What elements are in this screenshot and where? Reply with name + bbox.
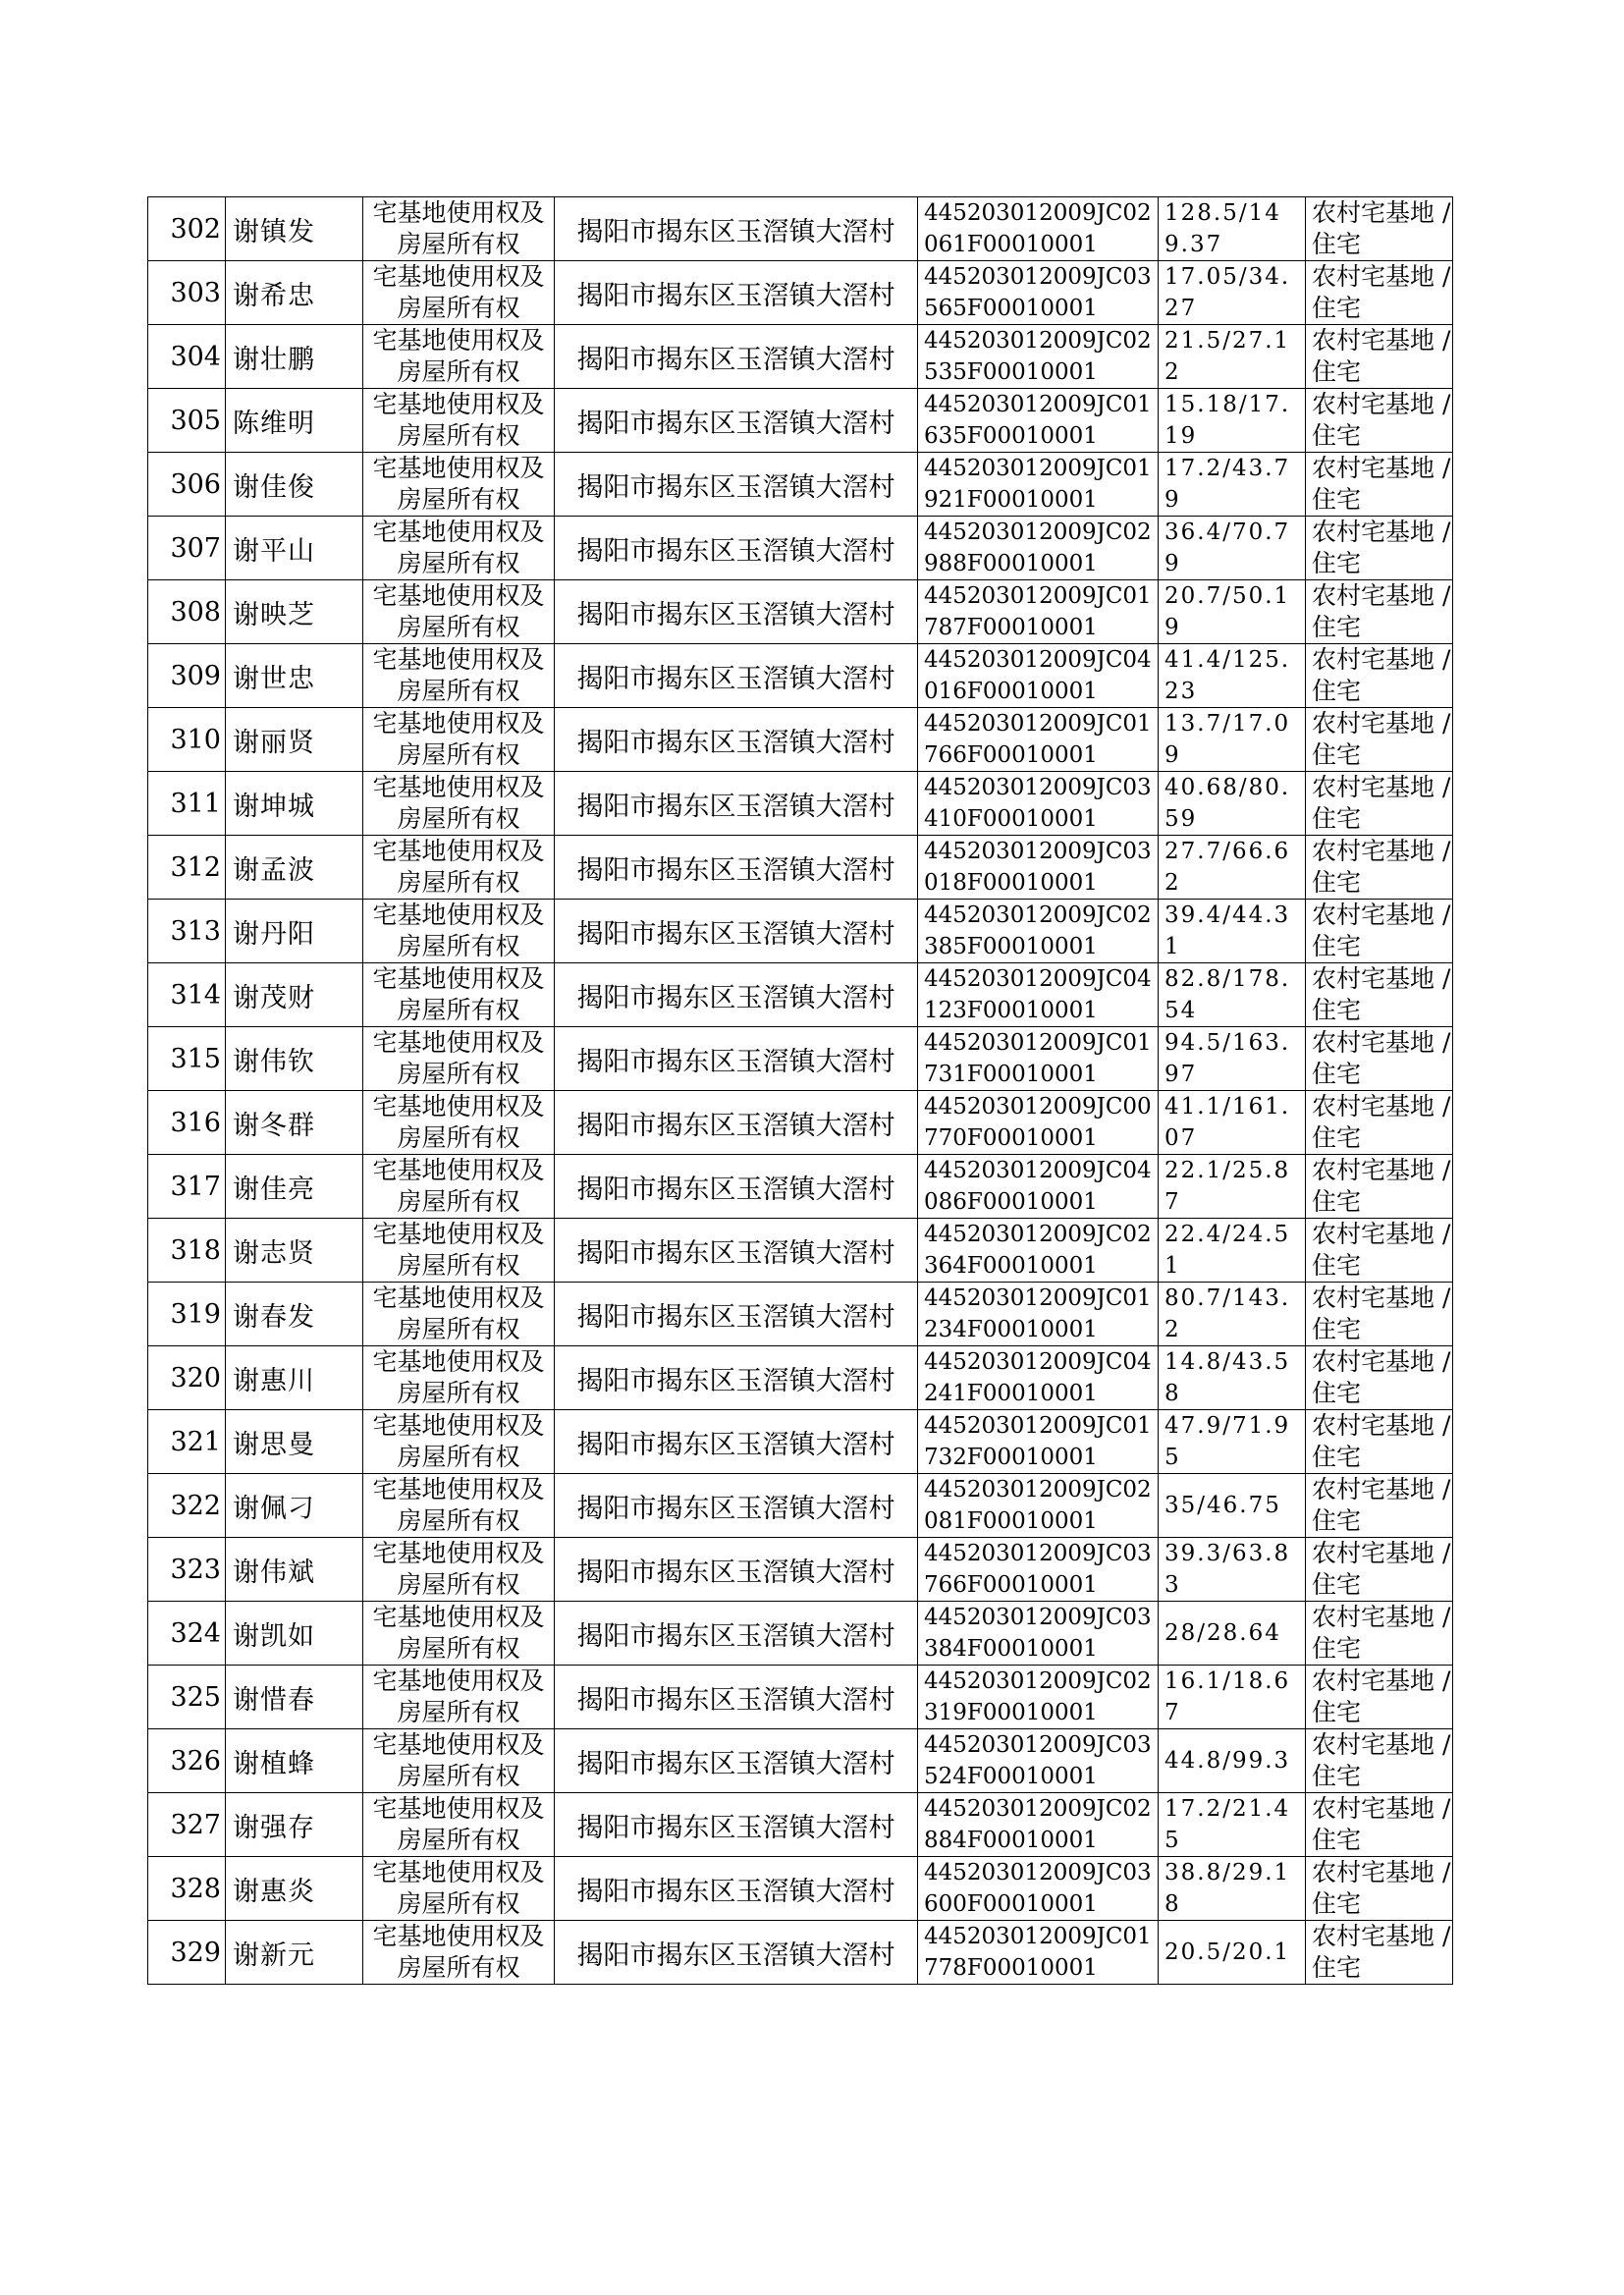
owner-name-cell: 谢丽贤	[226, 708, 363, 772]
row-number-cell: 303	[148, 261, 226, 325]
owner-name-cell: 谢壮鹏	[226, 325, 363, 389]
table-row	[148, 1666, 1453, 1729]
row-number-cell: 320	[148, 1346, 226, 1410]
area-cell: 16.1/18.67	[1159, 1666, 1306, 1729]
owner-name-cell: 谢佳亮	[226, 1155, 363, 1219]
land-use-cell: 农村宅基地 / 住宅	[1306, 772, 1453, 836]
table-row	[148, 1410, 1453, 1474]
owner-name-cell: 谢伟斌	[226, 1538, 363, 1602]
owner-name-cell: 谢镇发	[226, 197, 363, 261]
land-use-cell: 农村宅基地 / 住宅	[1306, 580, 1453, 644]
parcel-code-cell: 445203012009JC03524F00010001	[918, 1729, 1159, 1793]
table-row	[148, 963, 1453, 1027]
parcel-code-cell: 445203012009JC03018F00010001	[918, 836, 1159, 900]
land-use-cell: 农村宅基地 / 住宅	[1306, 1729, 1453, 1793]
table-row	[148, 1219, 1453, 1283]
parcel-code-cell: 445203012009JC02535F00010001	[918, 325, 1159, 389]
row-number-cell: 306	[148, 453, 226, 517]
owner-name-cell: 谢植蜂	[226, 1729, 363, 1793]
owner-name-cell: 谢佳俊	[226, 453, 363, 517]
land-use-cell: 农村宅基地 / 住宅	[1306, 453, 1453, 517]
location-cell: 揭阳市揭东区玉滘镇大滘村	[555, 1410, 918, 1474]
parcel-code-cell: 445203012009JC01766F00010001	[918, 708, 1159, 772]
parcel-code-cell: 445203012009JC04086F00010001	[918, 1155, 1159, 1219]
land-use-cell: 农村宅基地 / 住宅	[1306, 1793, 1453, 1857]
location-cell: 揭阳市揭东区玉滘镇大滘村	[555, 1729, 918, 1793]
table-row	[148, 1027, 1453, 1091]
area-cell: 94.5/163.97	[1159, 1027, 1306, 1091]
table-row	[148, 1921, 1453, 1985]
location-cell: 揭阳市揭东区玉滘镇大滘村	[555, 900, 918, 963]
table-row	[148, 1857, 1453, 1921]
land-use-cell: 农村宅基地 / 住宅	[1306, 708, 1453, 772]
right-type-cell: 宅基地使用权及房屋所有权	[363, 644, 555, 708]
area-cell: 47.9/71.95	[1159, 1410, 1306, 1474]
location-cell: 揭阳市揭东区玉滘镇大滘村	[555, 1921, 918, 1985]
owner-name-cell: 谢强存	[226, 1793, 363, 1857]
land-use-cell: 农村宅基地 / 住宅	[1306, 1091, 1453, 1155]
area-cell: 40.68/80.59	[1159, 772, 1306, 836]
location-cell: 揭阳市揭东区玉滘镇大滘村	[555, 453, 918, 517]
row-number-cell: 326	[148, 1729, 226, 1793]
land-use-cell: 农村宅基地 / 住宅	[1306, 261, 1453, 325]
row-number-cell: 322	[148, 1474, 226, 1538]
table-row	[148, 836, 1453, 900]
land-use-cell: 农村宅基地 / 住宅	[1306, 1666, 1453, 1729]
land-use-cell: 农村宅基地 / 住宅	[1306, 644, 1453, 708]
row-number-cell: 328	[148, 1857, 226, 1921]
area-cell: 28/28.64	[1159, 1602, 1306, 1666]
parcel-code-cell: 445203012009JC04123F00010001	[918, 963, 1159, 1027]
right-type-cell: 宅基地使用权及房屋所有权	[363, 708, 555, 772]
table-row	[148, 325, 1453, 389]
area-cell: 39.3/63.83	[1159, 1538, 1306, 1602]
land-use-cell: 农村宅基地 / 住宅	[1306, 517, 1453, 580]
row-number-cell: 318	[148, 1219, 226, 1283]
row-number-cell: 310	[148, 708, 226, 772]
parcel-code-cell: 445203012009JC01234F00010001	[918, 1283, 1159, 1346]
location-cell: 揭阳市揭东区玉滘镇大滘村	[555, 197, 918, 261]
land-use-cell: 农村宅基地 / 住宅	[1306, 1857, 1453, 1921]
owner-name-cell: 谢志贤	[226, 1219, 363, 1283]
parcel-code-cell: 445203012009JC01635F00010001	[918, 389, 1159, 453]
table-row	[148, 517, 1453, 580]
row-number-cell: 321	[148, 1410, 226, 1474]
row-number-cell: 309	[148, 644, 226, 708]
location-cell: 揭阳市揭东区玉滘镇大滘村	[555, 772, 918, 836]
area-cell: 82.8/178.54	[1159, 963, 1306, 1027]
location-cell: 揭阳市揭东区玉滘镇大滘村	[555, 1857, 918, 1921]
table-row	[148, 261, 1453, 325]
table-row	[148, 1729, 1453, 1793]
right-type-cell: 宅基地使用权及房屋所有权	[363, 453, 555, 517]
right-type-cell: 宅基地使用权及房屋所有权	[363, 1793, 555, 1857]
table-row	[148, 1474, 1453, 1538]
owner-name-cell: 谢惠川	[226, 1346, 363, 1410]
parcel-code-cell: 445203012009JC00770F00010001	[918, 1091, 1159, 1155]
row-number-cell: 304	[148, 325, 226, 389]
land-use-cell: 农村宅基地 / 住宅	[1306, 1346, 1453, 1410]
parcel-code-cell: 445203012009JC02061F00010001	[918, 197, 1159, 261]
row-number-cell: 302	[148, 197, 226, 261]
table-row	[148, 580, 1453, 644]
area-cell: 21.5/27.12	[1159, 325, 1306, 389]
location-cell: 揭阳市揭东区玉滘镇大滘村	[555, 325, 918, 389]
parcel-code-cell: 445203012009JC02988F00010001	[918, 517, 1159, 580]
parcel-code-cell: 445203012009JC04241F00010001	[918, 1346, 1159, 1410]
owner-name-cell: 谢惜春	[226, 1666, 363, 1729]
parcel-code-cell: 445203012009JC01921F00010001	[918, 453, 1159, 517]
parcel-code-cell: 445203012009JC02364F00010001	[918, 1219, 1159, 1283]
row-number-cell: 327	[148, 1793, 226, 1857]
owner-name-cell: 谢丹阳	[226, 900, 363, 963]
owner-name-cell: 谢冬群	[226, 1091, 363, 1155]
right-type-cell: 宅基地使用权及房屋所有权	[363, 963, 555, 1027]
land-use-cell: 农村宅基地 / 住宅	[1306, 197, 1453, 261]
row-number-cell: 313	[148, 900, 226, 963]
row-number-cell: 308	[148, 580, 226, 644]
owner-name-cell: 谢平山	[226, 517, 363, 580]
table-row	[148, 389, 1453, 453]
area-cell: 38.8/29.18	[1159, 1857, 1306, 1921]
row-number-cell: 307	[148, 517, 226, 580]
parcel-code-cell: 445203012009JC02385F00010001	[918, 900, 1159, 963]
area-cell: 27.7/66.62	[1159, 836, 1306, 900]
parcel-code-cell: 445203012009JC02319F00010001	[918, 1666, 1159, 1729]
owner-name-cell: 谢凯如	[226, 1602, 363, 1666]
land-use-cell: 农村宅基地 / 住宅	[1306, 1219, 1453, 1283]
row-number-cell: 325	[148, 1666, 226, 1729]
parcel-code-cell: 445203012009JC03565F00010001	[918, 261, 1159, 325]
area-cell: 35/46.75	[1159, 1474, 1306, 1538]
parcel-code-cell: 445203012009JC03410F00010001	[918, 772, 1159, 836]
location-cell: 揭阳市揭东区玉滘镇大滘村	[555, 644, 918, 708]
right-type-cell: 宅基地使用权及房屋所有权	[363, 836, 555, 900]
row-number-cell: 316	[148, 1091, 226, 1155]
right-type-cell: 宅基地使用权及房屋所有权	[363, 772, 555, 836]
location-cell: 揭阳市揭东区玉滘镇大滘村	[555, 963, 918, 1027]
owner-name-cell: 谢世忠	[226, 644, 363, 708]
location-cell: 揭阳市揭东区玉滘镇大滘村	[555, 517, 918, 580]
right-type-cell: 宅基地使用权及房屋所有权	[363, 1027, 555, 1091]
right-type-cell: 宅基地使用权及房屋所有权	[363, 389, 555, 453]
location-cell: 揭阳市揭东区玉滘镇大滘村	[555, 1219, 918, 1283]
table-row	[148, 197, 1453, 261]
land-use-cell: 农村宅基地 / 住宅	[1306, 1410, 1453, 1474]
row-number-cell: 323	[148, 1538, 226, 1602]
owner-name-cell: 谢新元	[226, 1921, 363, 1985]
area-cell: 20.5/20.1	[1159, 1921, 1306, 1985]
parcel-code-cell: 445203012009JC02081F00010001	[918, 1474, 1159, 1538]
area-cell: 128.5/149.37	[1159, 197, 1306, 261]
land-use-cell: 农村宅基地 / 住宅	[1306, 1538, 1453, 1602]
right-type-cell: 宅基地使用权及房屋所有权	[363, 1729, 555, 1793]
right-type-cell: 宅基地使用权及房屋所有权	[363, 261, 555, 325]
right-type-cell: 宅基地使用权及房屋所有权	[363, 1155, 555, 1219]
land-use-cell: 农村宅基地 / 住宅	[1306, 900, 1453, 963]
table-row	[148, 772, 1453, 836]
right-type-cell: 宅基地使用权及房屋所有权	[363, 325, 555, 389]
parcel-code-cell: 445203012009JC01731F00010001	[918, 1027, 1159, 1091]
owner-name-cell: 谢茂财	[226, 963, 363, 1027]
right-type-cell: 宅基地使用权及房屋所有权	[363, 1921, 555, 1985]
location-cell: 揭阳市揭东区玉滘镇大滘村	[555, 1346, 918, 1410]
table-row	[148, 1091, 1453, 1155]
table-row	[148, 1793, 1453, 1857]
owner-name-cell: 谢佩刁	[226, 1474, 363, 1538]
owner-name-cell: 谢孟波	[226, 836, 363, 900]
land-use-cell: 农村宅基地 / 住宅	[1306, 1155, 1453, 1219]
right-type-cell: 宅基地使用权及房屋所有权	[363, 580, 555, 644]
location-cell: 揭阳市揭东区玉滘镇大滘村	[555, 1793, 918, 1857]
right-type-cell: 宅基地使用权及房屋所有权	[363, 1410, 555, 1474]
right-type-cell: 宅基地使用权及房屋所有权	[363, 1283, 555, 1346]
row-number-cell: 317	[148, 1155, 226, 1219]
table-row	[148, 1283, 1453, 1346]
owner-name-cell: 谢坤城	[226, 772, 363, 836]
area-cell: 80.7/143.2	[1159, 1283, 1306, 1346]
parcel-code-cell: 445203012009JC01732F00010001	[918, 1410, 1159, 1474]
area-cell: 17.2/43.79	[1159, 453, 1306, 517]
row-number-cell: 311	[148, 772, 226, 836]
parcel-code-cell: 445203012009JC03600F00010001	[918, 1857, 1159, 1921]
location-cell: 揭阳市揭东区玉滘镇大滘村	[555, 389, 918, 453]
location-cell: 揭阳市揭东区玉滘镇大滘村	[555, 708, 918, 772]
location-cell: 揭阳市揭东区玉滘镇大滘村	[555, 1027, 918, 1091]
table-row	[148, 644, 1453, 708]
parcel-code-cell: 445203012009JC01778F00010001	[918, 1921, 1159, 1985]
location-cell: 揭阳市揭东区玉滘镇大滘村	[555, 580, 918, 644]
land-use-cell: 农村宅基地 / 住宅	[1306, 1027, 1453, 1091]
right-type-cell: 宅基地使用权及房屋所有权	[363, 1666, 555, 1729]
land-use-cell: 农村宅基地 / 住宅	[1306, 1474, 1453, 1538]
row-number-cell: 315	[148, 1027, 226, 1091]
table-row	[148, 1538, 1453, 1602]
right-type-cell: 宅基地使用权及房屋所有权	[363, 1346, 555, 1410]
location-cell: 揭阳市揭东区玉滘镇大滘村	[555, 1283, 918, 1346]
owner-name-cell: 谢惠炎	[226, 1857, 363, 1921]
table-body	[148, 197, 1453, 1985]
location-cell: 揭阳市揭东区玉滘镇大滘村	[555, 261, 918, 325]
row-number-cell: 329	[148, 1921, 226, 1985]
location-cell: 揭阳市揭东区玉滘镇大滘村	[555, 1474, 918, 1538]
location-cell: 揭阳市揭东区玉滘镇大滘村	[555, 1091, 918, 1155]
area-cell: 17.2/21.45	[1159, 1793, 1306, 1857]
row-number-cell: 324	[148, 1602, 226, 1666]
location-cell: 揭阳市揭东区玉滘镇大滘村	[555, 1602, 918, 1666]
land-use-cell: 农村宅基地 / 住宅	[1306, 963, 1453, 1027]
table-row	[148, 708, 1453, 772]
right-type-cell: 宅基地使用权及房屋所有权	[363, 1091, 555, 1155]
location-cell: 揭阳市揭东区玉滘镇大滘村	[555, 836, 918, 900]
right-type-cell: 宅基地使用权及房屋所有权	[363, 1474, 555, 1538]
table-row	[148, 1155, 1453, 1219]
owner-name-cell: 谢伟钦	[226, 1027, 363, 1091]
area-cell: 41.1/161.07	[1159, 1091, 1306, 1155]
land-use-cell: 农村宅基地 / 住宅	[1306, 1602, 1453, 1666]
right-type-cell: 宅基地使用权及房屋所有权	[363, 197, 555, 261]
owner-name-cell: 谢映芝	[226, 580, 363, 644]
right-type-cell: 宅基地使用权及房屋所有权	[363, 1857, 555, 1921]
area-cell: 15.18/17.19	[1159, 389, 1306, 453]
area-cell: 22.4/24.51	[1159, 1219, 1306, 1283]
parcel-code-cell: 445203012009JC03766F00010001	[918, 1538, 1159, 1602]
location-cell: 揭阳市揭东区玉滘镇大滘村	[555, 1538, 918, 1602]
area-cell: 17.05/34.27	[1159, 261, 1306, 325]
land-use-cell: 农村宅基地 / 住宅	[1306, 325, 1453, 389]
land-use-cell: 农村宅基地 / 住宅	[1306, 1921, 1453, 1985]
right-type-cell: 宅基地使用权及房屋所有权	[363, 1602, 555, 1666]
area-cell: 44.8/99.3	[1159, 1729, 1306, 1793]
table-row	[148, 900, 1453, 963]
table-row	[148, 1346, 1453, 1410]
area-cell: 22.1/25.87	[1159, 1155, 1306, 1219]
land-use-cell: 农村宅基地 / 住宅	[1306, 389, 1453, 453]
area-cell: 41.4/125.23	[1159, 644, 1306, 708]
row-number-cell: 314	[148, 963, 226, 1027]
right-type-cell: 宅基地使用权及房屋所有权	[363, 1219, 555, 1283]
area-cell: 20.7/50.19	[1159, 580, 1306, 644]
parcel-code-cell: 445203012009JC01787F00010001	[918, 580, 1159, 644]
area-cell: 14.8/43.58	[1159, 1346, 1306, 1410]
parcel-code-cell: 445203012009JC04016F00010001	[918, 644, 1159, 708]
land-use-cell: 农村宅基地 / 住宅	[1306, 1283, 1453, 1346]
land-use-cell: 农村宅基地 / 住宅	[1306, 836, 1453, 900]
owner-name-cell: 谢希忠	[226, 261, 363, 325]
location-cell: 揭阳市揭东区玉滘镇大滘村	[555, 1155, 918, 1219]
table-row	[148, 1602, 1453, 1666]
right-type-cell: 宅基地使用权及房屋所有权	[363, 900, 555, 963]
owner-name-cell: 谢思曼	[226, 1410, 363, 1474]
property-register-table	[147, 196, 1453, 1985]
row-number-cell: 312	[148, 836, 226, 900]
area-cell: 13.7/17.09	[1159, 708, 1306, 772]
area-cell: 36.4/70.79	[1159, 517, 1306, 580]
parcel-code-cell: 445203012009JC02884F00010001	[918, 1793, 1159, 1857]
parcel-code-cell: 445203012009JC03384F00010001	[918, 1602, 1159, 1666]
right-type-cell: 宅基地使用权及房屋所有权	[363, 1538, 555, 1602]
row-number-cell: 319	[148, 1283, 226, 1346]
area-cell: 39.4/44.31	[1159, 900, 1306, 963]
location-cell: 揭阳市揭东区玉滘镇大滘村	[555, 1666, 918, 1729]
row-number-cell: 305	[148, 389, 226, 453]
table-row	[148, 453, 1453, 517]
owner-name-cell: 谢春发	[226, 1283, 363, 1346]
right-type-cell: 宅基地使用权及房屋所有权	[363, 517, 555, 580]
owner-name-cell: 陈维明	[226, 389, 363, 453]
